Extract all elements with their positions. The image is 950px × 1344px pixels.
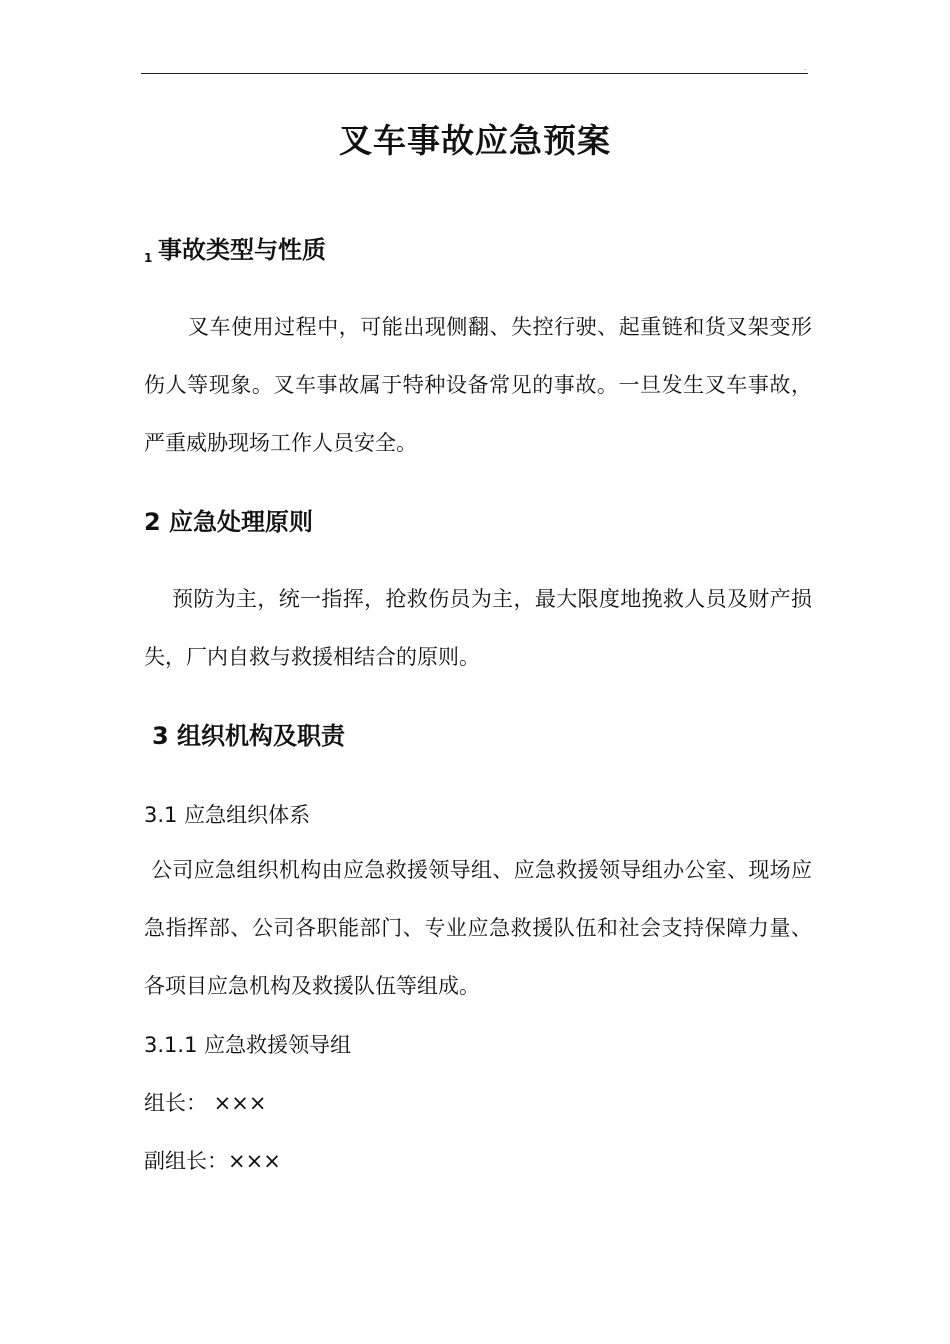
section-1-number: 1 bbox=[144, 251, 153, 265]
section-3-heading: 3 组织机构及职责 bbox=[152, 722, 346, 750]
header-dot: . bbox=[804, 64, 807, 72]
subsection-3-1-title: 3.1 应急组织体系 bbox=[144, 803, 311, 827]
document-title: 叉车事故应急预案 bbox=[339, 121, 611, 160]
section-2-heading: 2 应急处理原则 bbox=[144, 508, 314, 536]
header-rule bbox=[141, 73, 808, 74]
section-1-heading: 事故类型与性质 bbox=[158, 236, 326, 264]
section-2-paragraph: 预防为主，统一指挥，抢救伤员为主，最大限度地挽救人员及财产损失，厂内自救与救援相结合的原则。 bbox=[144, 587, 812, 669]
section-3-paragraph: 公司应急组织机构由应急救援领导组、应急救援领导组办公室、现场应急指挥部、公司各职能部门、专业应急救援队伍和社会支持保障力量、各项目应急机构及救援队伍等组成。 bbox=[144, 858, 812, 998]
section-1-paragraph: 叉车使用过程中，可能出现侧翻、失控行驶、起重链和货叉架变形伤人等现象。叉车事故属于特种设备常见的事故。一旦发生叉车事故，严重威胁现场工作人员安全。 bbox=[144, 315, 812, 455]
leader-line: 组长： ××× bbox=[144, 1091, 267, 1115]
deputy-line: 副组长：××× bbox=[144, 1149, 281, 1173]
subsection-3-1-1-title: 3.1.1 应急救援领导组 bbox=[144, 1033, 352, 1057]
